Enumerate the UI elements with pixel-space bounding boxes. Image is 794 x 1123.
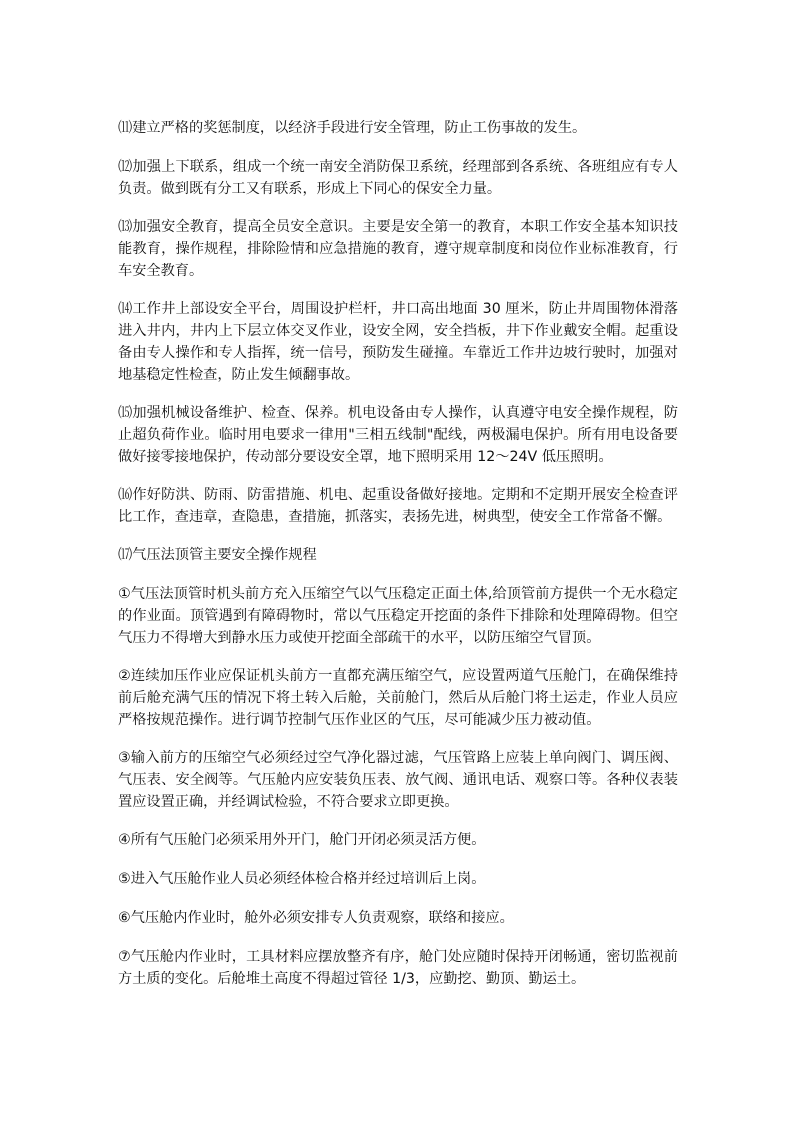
paragraph-15: ⒂加强机械设备维护、检查、保养。机电设备由专人操作，认真遵守电安全操作规程，防止超负荷作业。临时用电要求一律用"三相五线制"配线，两极漏电保护。所有用电设备要做好接零接地保护，传动部分要设安全罩，地下照明采用 12～24V 低压照明。 [118, 405, 678, 465]
rule-item-3: ③输入前方的压缩空气必须经过空气净化器过滤，气压管路上应装上单向阀门、调压阀、气压表、安全阀等。气压舱内应安装负压表、放气阀、通讯电话、观察口等。各种仪表装置应设置正确，并经调试检验，不符合要求立即更换。 [118, 750, 678, 810]
paragraph-13: ⒀加强安全教育，提高全员安全意识。主要是安全第一的教育，本职工作安全基本知识技能教育，操作规程，排除险情和应急措施的教育，遵守规章制度和岗位作业标准教育，行车安全教育。 [118, 219, 678, 279]
document-body [118, 117, 678, 1006]
paragraph-14: ⒁工作井上部设安全平台，周围设护栏杆，井口高出地面 30 厘米，防止井周围物体滑落进入井内，井内上下层立体交叉作业，设安全网，安全挡板，井下作业戴安全帽。起重设备由专人操作和专人指挥，统一信号，预防发生碰撞。车靠近工作井边坡行驶时，加强对地基稳定性检查，防止发生倾翻事故。 [118, 301, 678, 383]
rule-item-7: ⑦气压舱内作业时，工具材料应摆放整齐有序，舱门处应随时保持开闭畅通，密切监视前方土质的变化。后舱堆土高度不得超过管径 1/3，应勤挖、勤顶、勤运土。 [118, 949, 678, 987]
rule-item-5: ⑤进入气压舱作业人员必须经体检合格并经过培训后上岗。 [118, 871, 486, 887]
paragraph-16: ⒃作好防洪、防雨、防雷措施、机电、起重设备做好接地。定期和不定期开展安全检查评比工作，查违章，查隐患，查措施，抓落实，表扬先进，树典型，使安全工作常备不懈。 [118, 487, 678, 525]
paragraph-11: ⑾建立严格的奖惩制度，以经济手段进行安全管理，防止工伤事故的发生。 [118, 120, 587, 136]
rule-item-4: ④所有气压舱门必须采用外开门，舱门开闭必须灵活方便。 [118, 832, 486, 848]
rule-item-2: ②连续加压作业应保证机头前方一直都充满压缩空气，应设置两道气压舱门，在确保维持前后舱充满气压的情况下将土转入后舱，关前舱门，然后从后舱门将土运走，作业人员应严格按规范操作。进行调节控制气压作业区的气压，尽可能减少压力被动值。 [118, 668, 678, 728]
rule-item-6: ⑥气压舱内作业时，舱外必须安排专人负责观察，联络和接应。 [118, 910, 514, 926]
rule-item-1: ①气压法顶管时机头前方充入压缩空气以气压稳定正面土体,给顶管前方提供一个无水稳定的作业面。顶管遇到有障碍物时，常以气压稳定开挖面的条件下排除和处理障碍物。但空气压力不得增大到静水压力或使开挖面全部疏干的水平，以防压缩空气冒顶。 [118, 586, 678, 646]
paragraph-12: ⑿加强上下联系，组成一个统一南安全消防保卫系统，经理部到各系统、各班组应有专人负责。做到既有分工又有联系，形成上下同心的保安全力量。 [118, 159, 678, 197]
section-heading-17: ⒄气压法顶管主要安全操作规程 [118, 547, 317, 563]
